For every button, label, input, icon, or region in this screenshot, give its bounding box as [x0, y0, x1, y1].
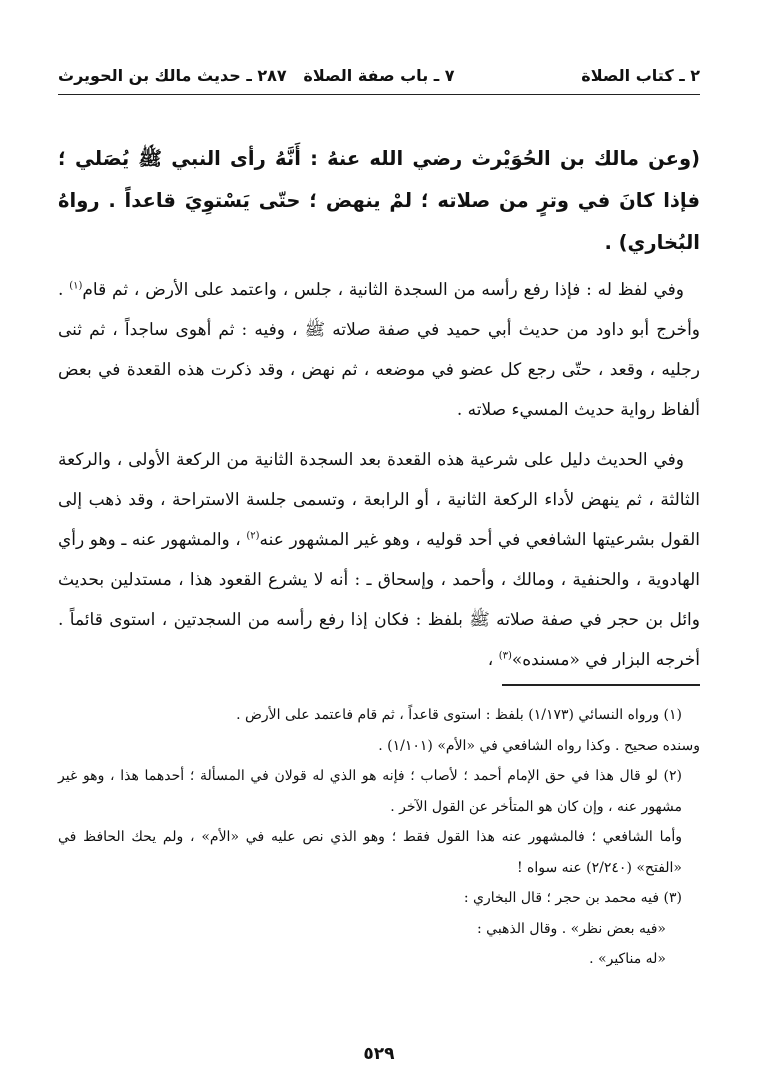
- main-text: [58, 138, 700, 690]
- footnote-2-line-a: (٢) لو قال هذا في حق الإمام أحمد ؛ لأصاب ؛ فإنه هو الذي له قولان في المسألة ؛ أحدهما هذا ، وهو غير مشهور عنه ، وإن كان هو المتأخر عن القول الآخر .: [58, 768, 682, 815]
- footnote-ref-3[interactable]: (٣): [498, 650, 512, 662]
- paragraph-2-part-a: وفي الحديث دليل على شرعية هذه القعدة بعد السجدة الثانية من الركعة الأولى ، والركعة الثالثة ، ثم ينهض لأداء الركعة الثانية ، أو الرابعة ، وتسمى جلسة الاستراحة ، وقد ذهب إلى القول بشرعيتها الشافعي في أحد قوليه ، وهو غير المشهور عنه: [58, 450, 700, 550]
- paragraph-1-part-b: . وأخرج أبو داود من حديث أبي حميد في صفة صلاته ﷺ ، وفيه : ثم أهوى ساجداً ، ثم ثنى رجليه ، وقعد ، حتّى رجع كل عضو في موضعه ، ثم نهض ، وقد ذكرت هذه القعدة في بعض ألفاظ رواية حديث المسيء صلاته .: [58, 280, 700, 420]
- footnote-1-line-b: وسنده صحيح . وكذا رواه الشافعي في «الأم» (١/١٠١) .: [378, 737, 700, 754]
- footnote-ref-1[interactable]: (١): [69, 280, 83, 292]
- running-header: [58, 62, 700, 95]
- header-hadith-title: ٢٨٧ ـ حديث مالك بن الحويرث: [58, 66, 287, 85]
- footnote-3-line-c: «له مناكير» .: [589, 951, 666, 967]
- commentary-paragraph-2: [58, 440, 700, 680]
- footnote-1-line-a: (١) ورواه النسائي (١/١٧٣) بلفظ : استوى قاعداً ، ثم قام فاعتمد على الأرض .: [236, 707, 682, 723]
- paragraph-2-part-b: ، والمشهور عنه ـ وهو رأي الهادوية ، والحنفية ، ومالك ، وأحمد ، وإسحاق ـ : أنه لا يشرع القعود هذا ، مستدلين بحديث وائل بن حجر في صفة صلاته ﷺ بلفظ : فكان إذا رفع رأسه من السجدتين ، استوى قائماً . أخرجه البزار في «مسنده»: [58, 530, 700, 670]
- header-book-title: ٢ ـ كتاب الصلاة: [581, 66, 700, 85]
- paragraph-2-part-c: ،: [487, 650, 499, 670]
- footnote-3-line-b: «فيه بعض نظر» . وقال الذهبي :: [477, 920, 666, 937]
- paragraph-1-part-a: وفي لفظ له : فإذا رفع رأسه من السجدة الثانية ، جلس ، واعتمد على الأرض ، ثم قام: [82, 280, 684, 300]
- footnote-2-line-b: وأما الشافعي ؛ فالمشهور عنه هذا القول فقط ؛ وهو الذي نص عليه في «الأم» ، ولم يحك الحافظ في «الفتح» (٢/٢٤٠) عنه سواه !: [58, 829, 682, 876]
- footnotes: [58, 700, 700, 975]
- commentary-paragraph-1: [58, 270, 700, 430]
- footnote-ref-2[interactable]: (٢): [246, 530, 260, 542]
- hadith-text: (وعن مالك بن الحُوَيْرث رضي الله عنهُ : أَنَّهُ رأى النبي ﷺ يُصَلي ؛ فإذا كانَ في وترٍ من صلاته ؛ لمْ ينهض ؛ حتّى يَسْتوِيَ قاعداً . رواهُ البُخاري) .: [58, 147, 700, 254]
- footnote-separator: [502, 684, 700, 686]
- footnote-3-line-a: (٣) فيه محمد بن حجر ؛ قال البخاري :: [463, 890, 682, 906]
- page-number: ٥٢٩: [363, 1044, 395, 1064]
- header-chapter-title: ٧ ـ باب صفة الصلاة: [303, 66, 455, 85]
